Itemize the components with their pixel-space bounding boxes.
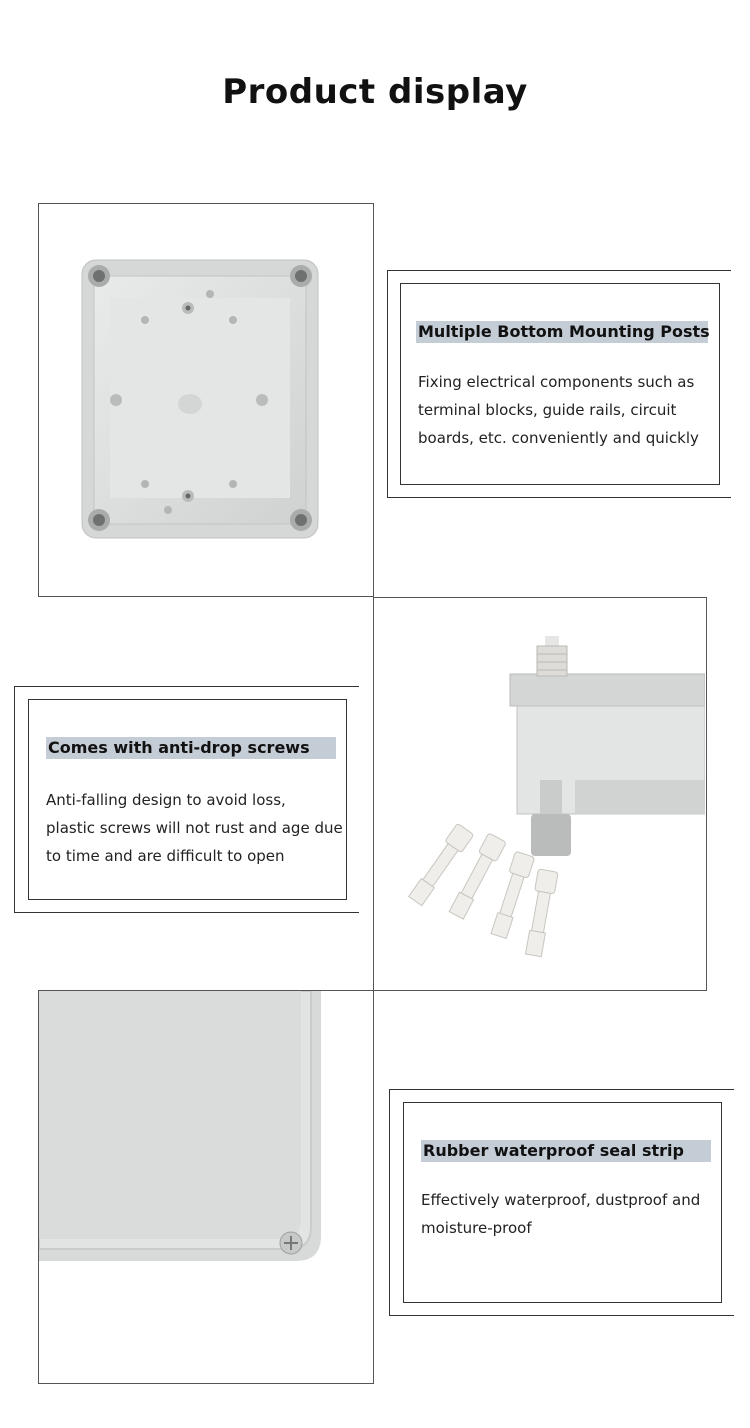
feature-3-heading: Rubber waterproof seal strip <box>421 1140 711 1162</box>
feature-1-text <box>418 368 718 452</box>
feature-2-text <box>46 786 346 870</box>
enclosure-interior-image <box>80 258 320 540</box>
feature-3-line-1: Effectively waterproof, dustproof and <box>421 1191 701 1209</box>
feature-1-line-3: boards, etc. conveniently and quickly <box>418 429 699 447</box>
feature-3-line-2: moisture-proof <box>421 1219 532 1237</box>
seal-strip-image <box>39 991 323 1263</box>
anti-drop-screws-image <box>385 630 705 970</box>
page-title: Product display <box>222 72 528 112</box>
feature-1-heading: Multiple Bottom Mounting Posts <box>418 322 710 341</box>
feature-2-line-3: to time and are difficult to open <box>46 847 285 865</box>
feature-2-line-1: Anti-falling design to avoid loss, <box>46 791 286 809</box>
feature-3-text <box>421 1186 721 1242</box>
feature-2-line-2: plastic screws will not rust and age due <box>46 819 343 837</box>
feature-1-line-1: Fixing electrical components such as <box>418 373 695 391</box>
feature-2-heading: Comes with anti-drop screws <box>46 737 336 759</box>
feature-1-line-2: terminal blocks, guide rails, circuit <box>418 401 677 419</box>
